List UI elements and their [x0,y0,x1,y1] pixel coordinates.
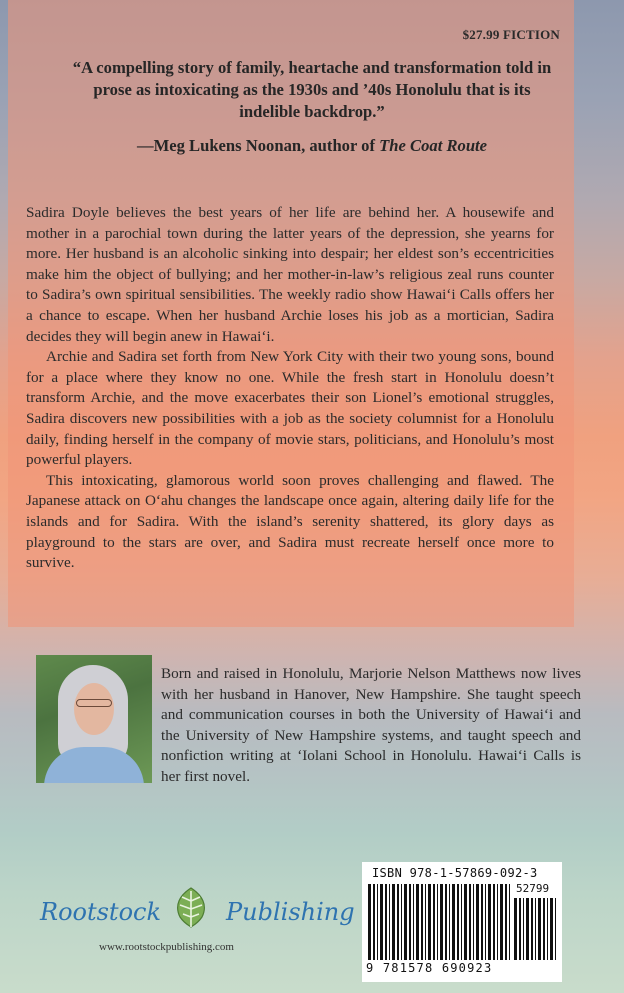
ean-number: 9 781578 690923 [366,961,493,975]
author-bio: Born and raised in Honolulu, Marjorie Nelson Matthews now lives with her husband in Hanover, New Hampshire. She taught speech and communication courses in both the University of Hawai‘i and the University of New Hampshire systems, and taught speech and nonfiction writing at ‘Iolani School in Honolulu. Hawai‘i Calls is her first novel. [161,665,581,785]
attribution-book-title: The Coat Route [379,136,488,155]
barcode-bar [389,884,390,960]
barcode-bar [531,898,533,960]
publisher-name-part2: Publishing [226,898,355,926]
barcode-bar [535,898,536,960]
barcode-bar [425,884,426,960]
barcode-bar [469,884,471,960]
barcode-bar [449,884,450,960]
barcode-bar [547,898,548,960]
barcode-bar [497,884,498,960]
description-paragraph: This intoxicating, glamorous world soon proves challenging and flawed. The Japanese attack on O‘ahu changes the landscape once again, altering daily life for the islands and for Sadira. With the island’s serenity shattered, its glory days as playground to the stars are over, and Sadira must recreate herself once more to survive. [26,471,554,572]
blurb-attribution [72,136,552,156]
book-description [26,203,554,574]
barcode-bar [445,884,447,960]
barcode-bar [373,884,375,960]
barcode-bar [473,884,474,960]
barcode-bar [452,884,455,960]
barcode-bar [461,884,462,960]
barcode-bar [538,898,541,960]
barcode-main-bars [368,884,510,960]
barcode-bar [457,884,459,960]
barcode-bar [404,884,407,960]
author-photo-glasses [76,699,112,707]
barcode-bar [440,884,443,960]
author-photo [36,655,152,783]
barcode-bar [416,884,419,960]
barcode-bar [464,884,467,960]
price-genre-label: $27.99 FICTION [462,27,560,42]
barcode-bar [543,898,545,960]
barcode-bar [413,884,414,960]
barcode-bar [385,884,387,960]
barcode-bar [493,884,495,960]
author-photo-face [74,683,114,735]
publisher-url: www.rootstockpublishing.com [99,941,234,953]
publisher-logo [40,885,355,935]
barcode-bar [555,898,556,960]
barcode-bar [488,884,491,960]
isbn-barcode [362,862,562,982]
publisher-name-part1: Rootstock [40,898,162,926]
isbn-label: ISBN 978-1-57869-092-3 [372,866,538,880]
barcode-bar [380,884,383,960]
barcode-bar [397,884,399,960]
barcode-bar [433,884,435,960]
description-paragraph: Sadira Doyle believes the best years of her life are behind her. A housewife and mother in a parochial town during the latter years of the depression, she yearns for more. Her husband is an alcoholic sinking into despair; her eldest son’s eccentricities make him the object of bullying; and her mother-in-law’s religious zeal runs counter to Sadira’s own spiritual sensibilities. The weekly radio show Hawai‘i Calls offers her a chance to escape. When her husband Archie loses his job as a mortician, Sadira decides they will begin anew in Hawai‘i. [26,204,554,345]
barcode-bar [519,898,521,960]
barcode-bar [377,884,378,960]
barcode-bar [392,884,395,960]
barcode-bar [505,884,507,960]
barcode-bar [523,898,524,960]
barcode-bar [368,884,371,960]
barcode-addon-bars [514,898,556,960]
barcode-bar [481,884,483,960]
barcode-bar [550,898,553,960]
barcode-bar [409,884,411,960]
barcode-bar [428,884,431,960]
barcode-bar [485,884,486,960]
barcode-bar [437,884,438,960]
barcode-addon-number: 52799 [516,882,550,895]
barcode-bar [500,884,503,960]
description-paragraph: Archie and Sadira set forth from New York City with their two young sons, bound for a place where they know no one. While the fresh start in Honolulu doesn’t transform Archie, and the move exacerbates their son Lionel’s emotional struggles, Sadira discovers new possibilities with a job as the society columnist for a Honolulu daily, finding herself in the company of movie stars, politicians, and Honolulu’s most powerful players. [26,348,554,469]
barcode-bar [476,884,479,960]
barcode-bar [401,884,402,960]
barcode-bar [509,884,510,960]
attribution-prefix: —Meg Lukens Noonan, author of [136,136,380,155]
blurb-quote: “A compelling story of family, heartache and transformation told in prose as intoxicating as the 1930s and ’40s Honolulu that is its indelible backdrop.” [72,58,552,121]
barcode-bar [526,898,529,960]
leaf-icon [168,885,214,931]
barcode-bar [514,898,517,960]
barcode-bar [421,884,423,960]
